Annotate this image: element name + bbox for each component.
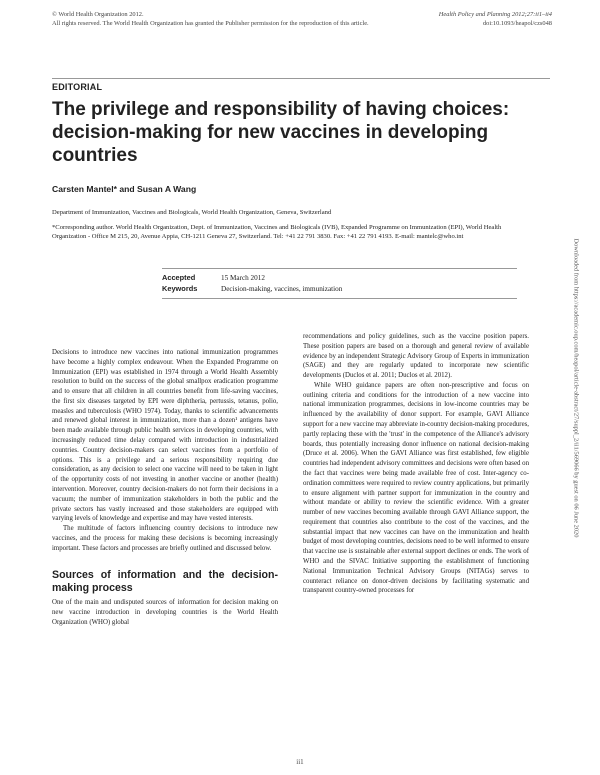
keywords-label: Keywords	[162, 283, 198, 293]
copyright-line: © World Health Organization 2012.	[52, 11, 144, 18]
correspondence: *Corresponding author. World Health Organization, Dept. of Immunization, Vaccines and Biologicals (IVB), Expanded Programme on Immunization (EPI), World Health Organization - Office M 215, 20, Avenue Appia, CH-1211 Geneva 27, Switzerland. Tel: +41 22 791 3830. Fax: +41 22 791 4193. E-mail: mantelc@who.int	[52, 224, 502, 241]
paragraph: One of the main and undisputed sources of information for decision making on new vaccine introduction in developing countries is the World Health Organization (WHO) global	[52, 599, 278, 626]
paragraph: recommendations and policy guidelines, such as the vaccine position papers. These position papers are based on a thorough and general review of available evidence by an independent Strategic Advisory Group of Experts in immunization (SAGE) and they are regularly updated to incorporate new scientific developments (Duclos et al. 2011; Duclos et al. 2012).	[303, 333, 529, 380]
paragraph: Decisions to introduce new vaccines into national immunization programmes have become a highly complex endeavour. When the Expanded Programme on Immunization (EPI) was established in 1974 through a World Health Assembly resolution to build on the success of the global smallpox eradication programme and to ensure that all children in all countries benefit from life-saving vaccines, the first six diseases targeted by EPI were diphtheria, pertussis, tetanus, polio, measles and tuberculosis (WHO 1974). Today, thanks to scientific advancements and renewed global interest in immunization, more than a dozen¹ antigens have been made available through public health services in developing countries, with increasingly reduced time delay compared with introduction in industrialized countries. Country decision-makers can select vaccines from a portfolio of options. This is a privilege and a serious responsibility requiring due consideration, as any decision to select one vaccine will need to be taken in light of the opportunity costs of not investing in another vaccine or another (health) intervention. Moreover, country decision-makers do not form their decisions in a vacuum; the number of immunization stakeholders in both the public and the private sectors has vastly increased and those stakeholders are equipped with varying levels of knowledge and expertise and may have vested interests.	[52, 349, 278, 523]
journal-header-left	[52, 10, 369, 28]
paragraph: While WHO guidance papers are often non-prescriptive and focus on outlining criteria and conditions for the introduction of a new vaccine into national immunization programmes, decisions in low-income countries may be influenced by the availability of donor support. For example, GAVI Alliance support for a new vaccine may abbreviate in-country decision-making procedures, partly replacing these with the 'trust' in the competence of the Alliance's advisory boards, thus potentially increasing donor influence on national decision-making (Druce et al. 2006). When the GAVI Alliance was first established, few eligible countries had independent advisory committees and decisions were often based on the fact that vaccines were being made available free of cost. Inter-agency co-ordination committees were required to review country applications, but primarily to ensure alignment with partner support for immunization in the country and without mandate or ability to review the scientific evidence. With a greater number of new vaccines becoming available through GAVI Alliance support, the requirement that countries also contribute to the cost of the vaccines, and the substantial impact that new vaccines can have on the immunization and health budget of most developing countries, decisions need to be well informed to ensure that vaccine use is sustainable after external support declines or ends. The work of WHO and the SIVAC Initiative supporting the establishment of functioning National Immunization Technical Advisory Groups (NITAGs) serves to counteract reliance on donor-driven decisions by facilitating systematic and transparent country-owned processes for	[303, 381, 529, 595]
keywords-value: Decision-making, vaccines, immunization	[221, 284, 343, 293]
article-title: The privilege and responsibility of having choices: decision-making for new vaccines in developing countries	[52, 99, 510, 166]
paragraph: The multitude of factors influencing country decisions to introduce new vaccines, and the process for making these decisions is becoming increasingly important. These factors and processes are briefly outlined and discussed below.	[52, 525, 278, 552]
body-column-right	[303, 332, 529, 596]
keywords-row	[162, 284, 517, 295]
affiliation: Department of Immunization, Vaccines and Biologicals, World Health Organization, Geneva, Switzerland	[52, 209, 332, 216]
accepted-date: 15 March 2012	[221, 274, 265, 282]
journal-citation: Health Policy and Planning 2012;27:ii1–ii4	[438, 11, 552, 18]
body-column-left	[52, 348, 278, 628]
rights-line: All rights reserved. The World Health Organization has granted the Publisher permission for the reproduction of this article.	[52, 20, 369, 27]
download-note: Downloaded from https://academic.oup.com/heapol/article-abstract/27/suppl_2/ii1/569066 by guest on 06 June 2020	[572, 238, 580, 538]
section-label: EDITORIAL	[52, 82, 103, 92]
accepted-row	[162, 273, 517, 284]
page-number: ii1	[296, 758, 304, 766]
doi-link[interactable]: doi:10.1093/heapol/czs048	[482, 20, 552, 27]
section-heading: Sources of information and the decision-making process	[52, 569, 278, 595]
accepted-label: Accepted	[162, 273, 196, 282]
authors: Carsten Mantel* and Susan A Wang	[52, 184, 197, 194]
article-meta-box	[162, 268, 517, 299]
header-rule	[52, 78, 550, 79]
journal-header-right	[439, 10, 552, 28]
